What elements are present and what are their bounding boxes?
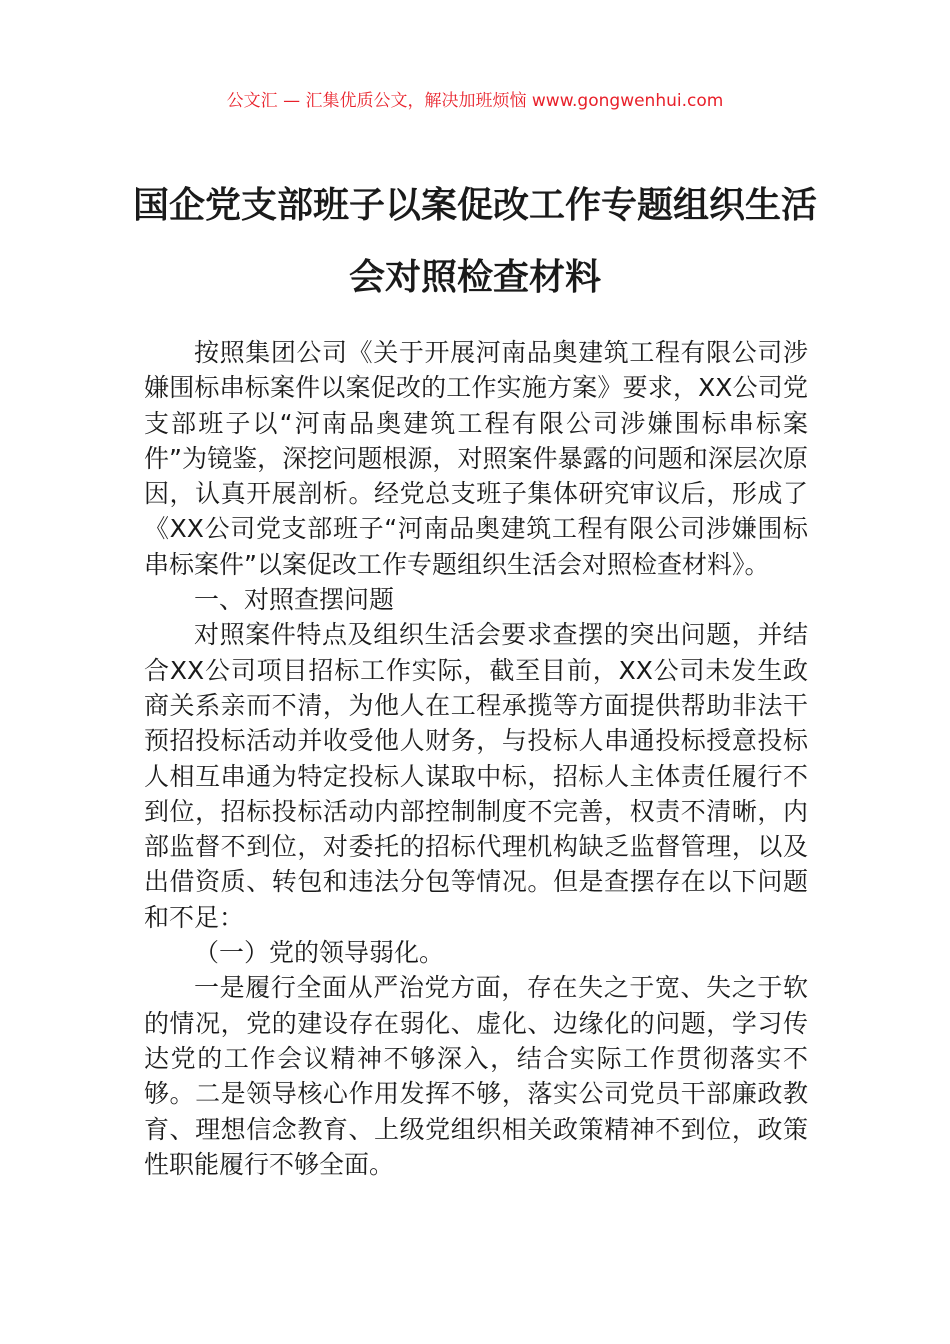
section-heading: 一、对照查摆问题 — [194, 585, 395, 615]
subsection-heading: （一）党的领导弱化。 — [194, 938, 445, 968]
paragraph-details: 一是履行全面从严治党方面，存在失之于宽、失之于软的情况，党的建设存在弱化、虚化、边缘化的问题，学习传达党的工作会议精神不够深入，结合实际工作贯彻落实不够。二是领导核心作用发挥不够，落实公司党员干部廉政教育、理想信念教育、上级党组织相关政策精神不到位，政策性职能履行不够全面。 — [144, 973, 808, 1179]
document-body — [144, 335, 808, 1182]
paragraph-issues: 对照案件特点及组织生活会要求查摆的突出问题，并结合XX公司项目招标工作实际，截至目前，XX公司未发生政商关系亲而不清，为他人在工程承揽等方面提供帮助非法干预招投标活动并收受他人财务，与投标人串通投标授意投标人相互串通为特定投标人谋取中标，招标人主体责任履行不到位，招标投标活动内部控制制度不完善，权责不清晰，内部监督不到位，对委托的招标代理机构缺乏监督管理，以及出借资质、转包和违法分包等情况。但是查摆存在以下问题和不足： — [144, 620, 808, 932]
watermark-banner: 公文汇 — 汇集优质公文，解决加班烦恼 www.gongwenhui.com — [226, 91, 724, 111]
document-title: 国企党支部班子以案促改工作专题组织生活会对照检查材料 — [132, 185, 817, 298]
paragraph-intro: 按照集团公司《关于开展河南品奥建筑工程有限公司涉嫌围标串标案件以案促改的工作实施方案》要求，XX公司党支部班子以“河南品奥建筑工程有限公司涉嫌围标串标案件”为镜鉴，深挖问题根源，对照案件暴露的问题和深层次原因，认真开展剖析。经党总支班子集体研究审议后，形成了《XX公司党支部班子“河南品奥建筑工程有限公司涉嫌围标串标案件”以案促改工作专题组织生活会对照检查材料》。 — [144, 338, 808, 579]
